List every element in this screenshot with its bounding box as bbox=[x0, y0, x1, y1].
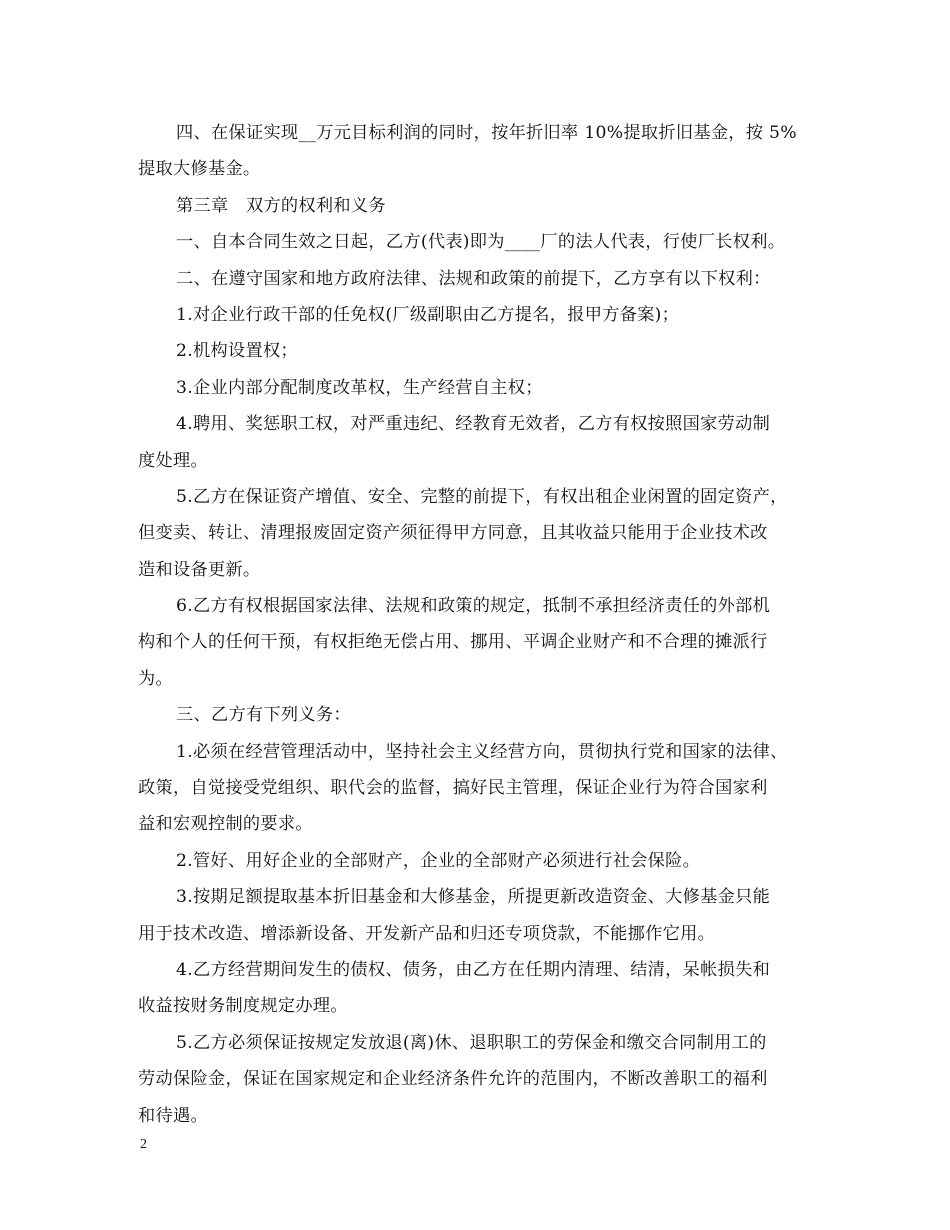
text-line: 政策，自觉接受党组织、职代会的监督，搞好民主管理，保证企业行为符合国家利 bbox=[138, 778, 768, 799]
text-line: 用于技术改造、增添新设备、开发新产品和归还专项贷款，不能挪作它用。 bbox=[138, 923, 716, 944]
text-line: 1.对企业行政干部的任免权(厂级副职由乙方提名，报甲方备案)； bbox=[176, 304, 680, 325]
text-line: 一、自本合同生效之日起，乙方(代表)即为____厂的法人代表，行使厂长权利。 bbox=[176, 232, 786, 253]
text-line: 收益按财务制度规定办理。 bbox=[138, 996, 348, 1017]
text-line: 但变卖、转让、清理报废固定资产须征得甲方同意，且其收益只能用于企业技术改 bbox=[138, 523, 768, 544]
text-line: 3.按期足额提取基本折旧基金和大修基金，所提更新改造资金、大修基金只能 bbox=[176, 887, 771, 908]
text-line: 三、乙方有下列义务： bbox=[176, 705, 351, 726]
text-line: 5.乙方必须保证按规定发放退(离)休、退职职工的劳保金和缴交合同制用工的 bbox=[176, 1032, 767, 1053]
text-line: 四、在保证实现__万元目标利润的同时，按年折旧率 10%提取折旧基金，按 5% bbox=[176, 123, 797, 143]
text-line: 2.机构设置权； bbox=[176, 341, 298, 362]
page-number: 2 bbox=[140, 1137, 147, 1152]
text-line: 6.乙方有权根据国家法律、法规和政策的规定，抵制不承担经济责任的外部机 bbox=[176, 596, 771, 617]
text-line: 益和宏观控制的要求。 bbox=[138, 814, 313, 835]
text-line: 1.必须在经营管理活动中，坚持社会主义经营方向，贯彻执行党和国家的法律、 bbox=[176, 741, 788, 762]
text-line: 和待遇。 bbox=[138, 1105, 208, 1126]
text-line: 第三章 双方的权利和义务 bbox=[176, 195, 386, 216]
text-line: 为。 bbox=[138, 668, 173, 689]
text-line: 度处理。 bbox=[138, 450, 208, 471]
text-line: 5.乙方在保证资产增值、安全、完整的前提下，有权出租企业闲置的固定资产， bbox=[176, 486, 788, 507]
text-line: 二、在遵守国家和地方政府法律、法规和政策的前提下，乙方享有以下权利： bbox=[176, 268, 771, 289]
text-line: 2.管好、用好企业的全部财产，企业的全部财产必须进行社会保险。 bbox=[176, 850, 701, 871]
text-line: 3.企业内部分配制度改革权，生产经营自主权； bbox=[176, 377, 543, 398]
text-line: 造和设备更新。 bbox=[138, 559, 261, 580]
text-line: 劳动保险金，保证在国家规定和企业经济条件允许的范围内，不断改善职工的福利 bbox=[138, 1069, 768, 1090]
text-line: 提取大修基金。 bbox=[138, 159, 261, 180]
text-line: 4.乙方经营期间发生的债权、债务，由乙方在任期内清理、结清，呆帐损失和 bbox=[176, 959, 771, 980]
document-body bbox=[138, 115, 828, 1134]
text-line: 4.聘用、奖惩职工权，对严重违纪、经教育无效者，乙方有权按照国家劳动制 bbox=[176, 414, 771, 435]
text-line: 构和个人的任何干预，有权拒绝无偿占用、挪用、平调企业财产和不合理的摊派行 bbox=[138, 632, 768, 653]
